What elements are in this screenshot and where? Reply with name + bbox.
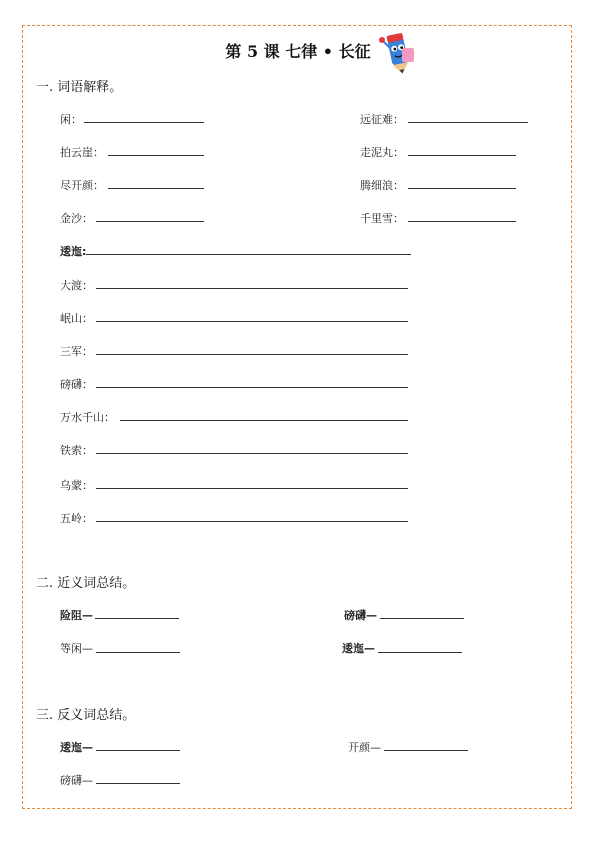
synonym-answer-line-xianzu[interactable]	[95, 618, 179, 619]
vocab-label-pangbo: 磅礴：	[60, 378, 93, 391]
vocab-label-yuanzhengnan: 远征难：	[360, 113, 404, 126]
synonym-answer-line-dengxian[interactable]	[96, 652, 180, 653]
section-synonyms: 二. 近义词总结。	[36, 576, 136, 591]
vocab-label-zouniwan: 走泥丸：	[360, 146, 404, 159]
vocab-answer-line-sanjun[interactable]	[96, 354, 408, 355]
vocab-label-paiyunya: 拍云崖：	[60, 146, 104, 159]
antonym-answer-line-kaiyan[interactable]	[384, 750, 468, 751]
vocab-label-jinkaiyan: 尽开颜：	[60, 179, 104, 192]
antonym-answer-line-pangbo[interactable]	[96, 783, 180, 784]
vocab-label-dadu: 大渡：	[60, 279, 93, 292]
vocab-label-tengxilang: 腾细浪：	[360, 179, 404, 192]
vocab-label-qianlixue: 千里雪：	[360, 212, 404, 225]
vocab-answer-line-weiyi[interactable]	[86, 254, 411, 255]
synonym-label-weiyi: 逶迤—	[342, 642, 375, 655]
vocab-answer-line-jinkaiyan[interactable]	[108, 188, 204, 189]
vocab-label-wuling: 五岭：	[60, 512, 93, 525]
vocab-answer-line-jinsha[interactable]	[96, 221, 204, 222]
vocab-answer-line-tengxilang[interactable]	[408, 188, 516, 189]
vocab-answer-line-tiesuo[interactable]	[96, 453, 408, 454]
synonym-label-xianzu: 险阻—	[60, 609, 93, 622]
vocab-answer-line-dadu[interactable]	[96, 288, 408, 289]
vocab-label-sanjun: 三军：	[60, 345, 93, 358]
vocab-answer-line-wumeng[interactable]	[96, 488, 408, 489]
vocab-answer-line-wuling[interactable]	[96, 521, 408, 522]
vocab-answer-line-xian[interactable]	[84, 122, 204, 123]
vocab-label-minshan: 岷山：	[60, 312, 93, 325]
antonym-label-pangbo: 磅礴—	[60, 774, 93, 787]
page-title: 第 5 课 七律 • 长征	[225, 42, 371, 61]
vocab-answer-line-qianlixue[interactable]	[408, 221, 516, 222]
vocab-label-wumeng: 乌蒙：	[60, 479, 93, 492]
vocab-label-wanshuiqianshan: 万水千山：	[60, 411, 115, 424]
vocab-label-tiesuo: 铁索：	[60, 444, 93, 457]
vocab-label-weiyi: 逶迤:	[60, 245, 87, 258]
vocab-label-xian: 闲：	[60, 113, 82, 126]
section-antonyms: 三. 反义词总结。	[36, 708, 136, 723]
vocab-answer-line-pangbo[interactable]	[96, 387, 408, 388]
vocab-answer-line-paiyunya[interactable]	[108, 155, 204, 156]
synonym-answer-line-pangbo[interactable]	[380, 618, 464, 619]
synonym-answer-line-weiyi[interactable]	[378, 652, 462, 653]
vocab-answer-line-zouniwan[interactable]	[408, 155, 516, 156]
synonym-label-dengxian: 等闲—	[60, 642, 93, 655]
vocab-answer-line-wanshuiqianshan[interactable]	[120, 420, 408, 421]
vocab-answer-line-minshan[interactable]	[96, 321, 408, 322]
pencil-mascot-icon	[376, 28, 420, 76]
antonym-label-weiyi: 逶迤—	[60, 741, 93, 754]
section-vocab-explanation: 一. 词语解释。	[36, 80, 123, 95]
synonym-label-pangbo: 磅礴—	[344, 609, 377, 622]
antonym-answer-line-weiyi[interactable]	[96, 750, 180, 751]
vocab-answer-line-yuanzhengnan[interactable]	[408, 122, 528, 123]
antonym-label-kaiyan: 开颜—	[348, 741, 381, 754]
vocab-label-jinsha: 金沙：	[60, 212, 93, 225]
